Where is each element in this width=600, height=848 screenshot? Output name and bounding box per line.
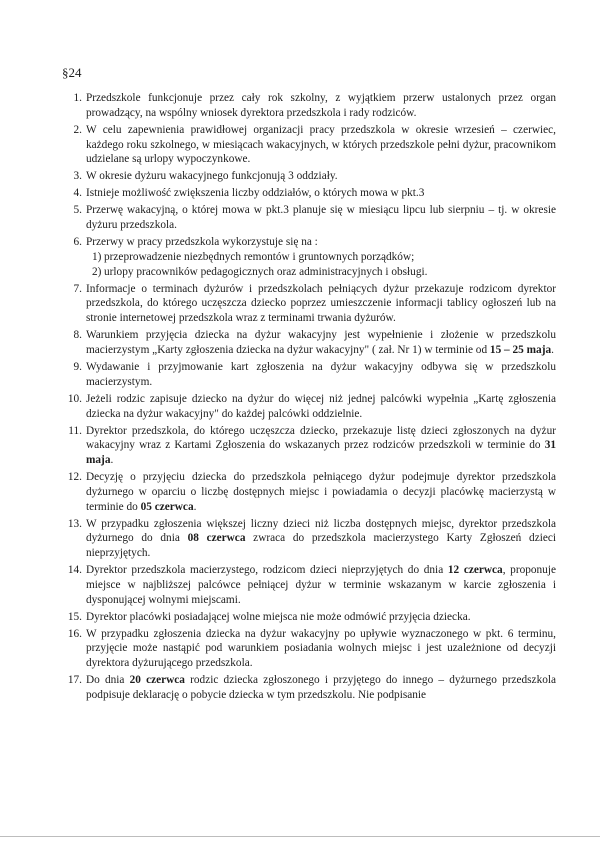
item-number: 10.	[67, 392, 82, 405]
list-item	[58, 517, 556, 561]
item-number: 8.	[73, 329, 82, 342]
list-item	[58, 360, 556, 389]
item-number: 3.	[73, 170, 82, 183]
item-text: Decyzję o przyjęciu dziecka do przedszkola pełniącego dyżur podejmuje dyrektor przedszkola dyżurnego w oparciu o liczbę dostępnych miejsc i powiadamia o decyzji placówkę macierzystą w terminie do	[86, 471, 556, 513]
item-deadline: 05 czerwca	[140, 500, 194, 513]
item-number: 1.	[73, 92, 82, 104]
sub-list-item	[86, 250, 556, 265]
sub-item-number: 1)	[92, 250, 102, 263]
item-number: 13.	[67, 517, 82, 530]
list-item	[58, 627, 556, 671]
item-text-continued: .	[551, 343, 554, 356]
item-text: Jeżeli rodzic zapisuje dziecko na dyżur do więcej niż jednej palcówki wypełnia „Kartę zgłoszenia dziecka na dyżur wakacyjny" do każdej palcówki oddzielnie.	[86, 392, 556, 420]
item-number: 11.	[68, 424, 82, 437]
item-number: 5.	[73, 204, 82, 217]
item-number: 7.	[73, 282, 82, 295]
item-deadline: 12 czerwca	[447, 564, 503, 577]
list-item	[58, 424, 556, 468]
item-text: Istnieje możliwość zwiększenia liczby oddziałów, o których mowa w pkt.3	[86, 187, 425, 200]
item-number: 17.	[67, 674, 82, 687]
section-heading: §24	[62, 65, 82, 80]
list-item	[58, 186, 556, 201]
list-item	[58, 392, 556, 421]
item-text-continued: zwraca do przedszkola macierzystego Karty Zgłoszeń dzieci nieprzyjętych.	[86, 532, 557, 560]
item-deadline: 15 – 25 maja	[489, 343, 552, 356]
sub-item-text: przeprowadzenie niezbędnych remontów i gruntownych porządków;	[104, 250, 415, 263]
item-text-continued: , proponuje miejsce w najbliższej palcówce pełniącej dyżur w terminie wskazanym w karcie zgłoszenia i dysponującej wolnymi miejscami.	[86, 564, 556, 606]
item-text-continued: .	[110, 454, 114, 467]
item-number: 12.	[67, 471, 82, 484]
item-deadline: 31 maja	[86, 439, 556, 467]
list-item	[58, 563, 556, 607]
item-number: 15.	[67, 610, 82, 623]
item-text: Przedszkole funkcjonuje przez cały rok szkolny, z wyjątkiem przerw ustalonych przez organ prowadzący, na wspólny wniosek dyrektora przedszkola i rady rodziców.	[86, 92, 556, 119]
item-text: Dyrektor placówki posiadającej wolne miejsca nie może odmówić przyjęcia dziecka.	[86, 610, 471, 623]
regulation-list	[58, 91, 556, 705]
list-item	[58, 91, 556, 120]
item-text-continued: .	[193, 500, 197, 513]
item-text-continued: rodzic dziecka zgłoszonego i przyjętego do innego – dyżurnego przedszkola podpisuje deklarację o pobycie dziecka w tym przedszkolu. Nie podpisanie	[86, 674, 557, 701]
list-item	[58, 282, 556, 326]
item-text: W przypadku zgłoszenia dziecka na dyżur wakacyjny po upływie wyznaczonego w pkt. 6 terminu, przyjęcie może nastąpić pod warunkiem posiadania wolnych miejsc i jest uzależnione od decyzji dyrektora dyżurującego przedszkola.	[86, 627, 556, 670]
item-deadline: 08 czerwca	[187, 532, 246, 545]
list-item	[58, 169, 556, 184]
sub-item-number: 2)	[92, 265, 102, 278]
item-text: Dyrektor przedszkola, do którego uczęszcza dziecko, przekazuje listę dzieci zgłoszonych na dyżur wakacyjny wraz z Kartami Zgłoszenia do wskazanych przez rodziców przedszkoli w terminie do	[86, 424, 556, 452]
item-number: 16.	[67, 627, 82, 640]
list-item	[58, 610, 556, 625]
item-text: Przerwę wakacyjną, o której mowa w pkt.3 planuje się w miesiącu lipcu lub sierpniu – tj. w okresie dyżuru przedszkola.	[86, 204, 556, 232]
sub-list-item	[86, 265, 556, 280]
list-item	[58, 328, 556, 357]
item-text: Przerwy w pracy przedszkola wykorzystuje się na :	[86, 236, 318, 249]
item-text: W okresie dyżuru wakacyjnego funkcjonują 3 oddziały.	[86, 170, 338, 183]
item-number: 6.	[73, 236, 82, 249]
item-number: 2.	[73, 123, 82, 136]
list-item	[58, 235, 556, 279]
list-item	[58, 203, 556, 232]
item-text: Wydawanie i przyjmowanie kart zgłoszenia na dyżur wakacyjny odbywa się w przedszkolu macierzystym.	[86, 361, 556, 388]
bottom-divider	[0, 836, 600, 837]
item-text: Warunkiem przyjęcia dziecka na dyżur wakacyjny jest wypełnienie i złożenie w przedszkolu macierzystym „Karty zgłoszenia dziecka na dyżur wakacyjny" ( zał. Nr 1) w terminie od	[86, 329, 556, 356]
sub-item-text: urlopy pracowników pedagogicznych oraz administracyjnych i obsługi.	[104, 265, 428, 278]
item-number: 4.	[73, 187, 82, 200]
item-text: W przypadku zgłoszenia większej liczny dzieci niż liczba dostępnych miejsc, dyrektor przedszkola dyżurnego do dnia	[86, 517, 556, 545]
item-text: Do dnia	[86, 674, 130, 687]
list-item	[58, 123, 556, 167]
item-number: 14.	[67, 564, 82, 577]
item-text: Informacje o terminach dyżurów i przedszkolach pełniących dyżur przekazuje rodzicom dyrektor przedszkola, do którego uczęszcza dziecko poprzez umieszczenie informacji tablicy ogłoszeń lub na stronie internetowej przedszkola wraz z terminami trwania dyżurów.	[86, 282, 556, 325]
item-text: W celu zapewnienia prawidłowej organizacji pracy przedszkola w okresie wrzesień – czerwiec, każdego roku szkolnego, w miesiącach wakacyjnych, w których przedszkole pełni dyżur, pracownikom udzielane są urlopy wypoczynkowe.	[86, 123, 556, 166]
sub-list	[86, 250, 556, 279]
item-text: Dyrektor przedszkola macierzystego, rodzicom dzieci nieprzyjętych do dnia	[86, 564, 448, 577]
list-item	[58, 673, 556, 702]
item-number: 9.	[73, 361, 82, 374]
item-deadline: 20 czerwca	[129, 674, 185, 687]
list-item	[58, 470, 556, 514]
